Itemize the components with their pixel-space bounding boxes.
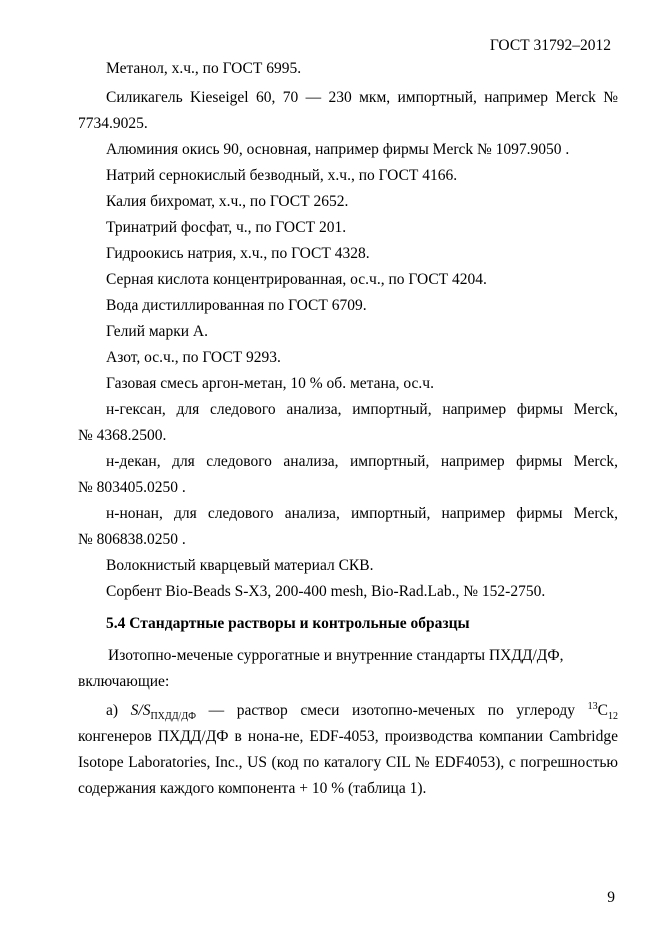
material-item: Метанол, х.ч., по ГОСТ 6995. (106, 60, 302, 77)
isotope-superscript: 13 (587, 700, 598, 712)
material-item: Газовая смесь аргон-метан, 10 % об. метана, ос.ч. (106, 375, 434, 392)
standard-symbol-subscript: ПХДД/ДФ (150, 711, 197, 723)
material-item: Тринатрий фосфат, ч., по ГОСТ 201. (106, 219, 347, 236)
section-number: 5.4 (106, 615, 126, 632)
section-heading (78, 605, 618, 643)
material-item: Азот, ос.ч., по ГОСТ 9293. (106, 349, 281, 366)
material-item: Волокнистый кварцевый материал СКВ. (106, 557, 374, 574)
material-item: Сорбент Bio-Beads S-X3, 200-400 mesh, Bio-Rad.Lab., № 152-2750. (106, 583, 546, 600)
section-title: Стандартные растворы и контрольные образцы (129, 615, 470, 632)
material-item: Вода дистиллированная по ГОСТ 6709. (106, 297, 367, 314)
material-item: Калия бихромат, х.ч., по ГОСТ 2652. (106, 193, 349, 210)
material-item-continuation: № 806838.0250 . (78, 531, 186, 548)
list-item-a-prefix: а) (106, 702, 131, 719)
list-item-a-line: содержания каждого компонента + 10 % (таблица 1). (78, 780, 427, 797)
list-item-a-line: конгенеров ПХДД/ДФ в нона-не, EDF-4053, производства компании Cambridge (78, 728, 618, 745)
material-item-continuation: № 803405.0250 . (78, 479, 186, 496)
material-item: н-декан, для следового анализа, импортный, например фирмы Merck, (106, 453, 618, 470)
material-item: Натрий сернокислый безводный, х.ч., по ГОСТ 4166. (106, 167, 458, 184)
material-item: Гидроокись натрия, х.ч., по ГОСТ 4328. (106, 245, 370, 262)
material-item: н-гексан, для следового анализа, импортный, например фирмы Merck, (106, 401, 618, 418)
material-item-continuation: № 4368.2500. (78, 427, 167, 444)
material-item: Алюминия окись 90, основная, например фирмы Merck № 1097.9050 . (106, 141, 570, 158)
material-item: н-нонан, для следового анализа, импортный, например фирмы Merck, (106, 505, 618, 522)
list-item-a-text: — раствор смеси изотопно-меченых по углероду (196, 702, 588, 719)
material-item: Серная кислота концентрированная, ос.ч., по ГОСТ 4204. (106, 271, 487, 288)
isotope-element: С (597, 702, 608, 719)
list-item-a (78, 698, 618, 724)
list-item-a-line: Isotope Laboratories, Inc., US (код по каталогу CIL № EDF4053), с погрешностью (78, 754, 618, 771)
intro-line-continuation: включающие: (78, 673, 170, 690)
document-body (78, 56, 618, 802)
isotope-subscript: 12 (607, 711, 618, 723)
standard-symbol: S/S (130, 702, 151, 719)
page-number: 9 (607, 889, 615, 906)
document-header: ГОСТ 31792–2012 (489, 37, 611, 54)
material-item: Силикагель Kieseigel 60, 70 — 230 мкм, импортный, например Merck № (106, 89, 618, 106)
intro-line: Изотопно-меченые суррогатные и внутренние стандарты ПХДД/ДФ, (108, 647, 564, 664)
material-item: Гелий марки А. (106, 323, 208, 340)
material-item-continuation: 7734.9025. (78, 115, 148, 132)
